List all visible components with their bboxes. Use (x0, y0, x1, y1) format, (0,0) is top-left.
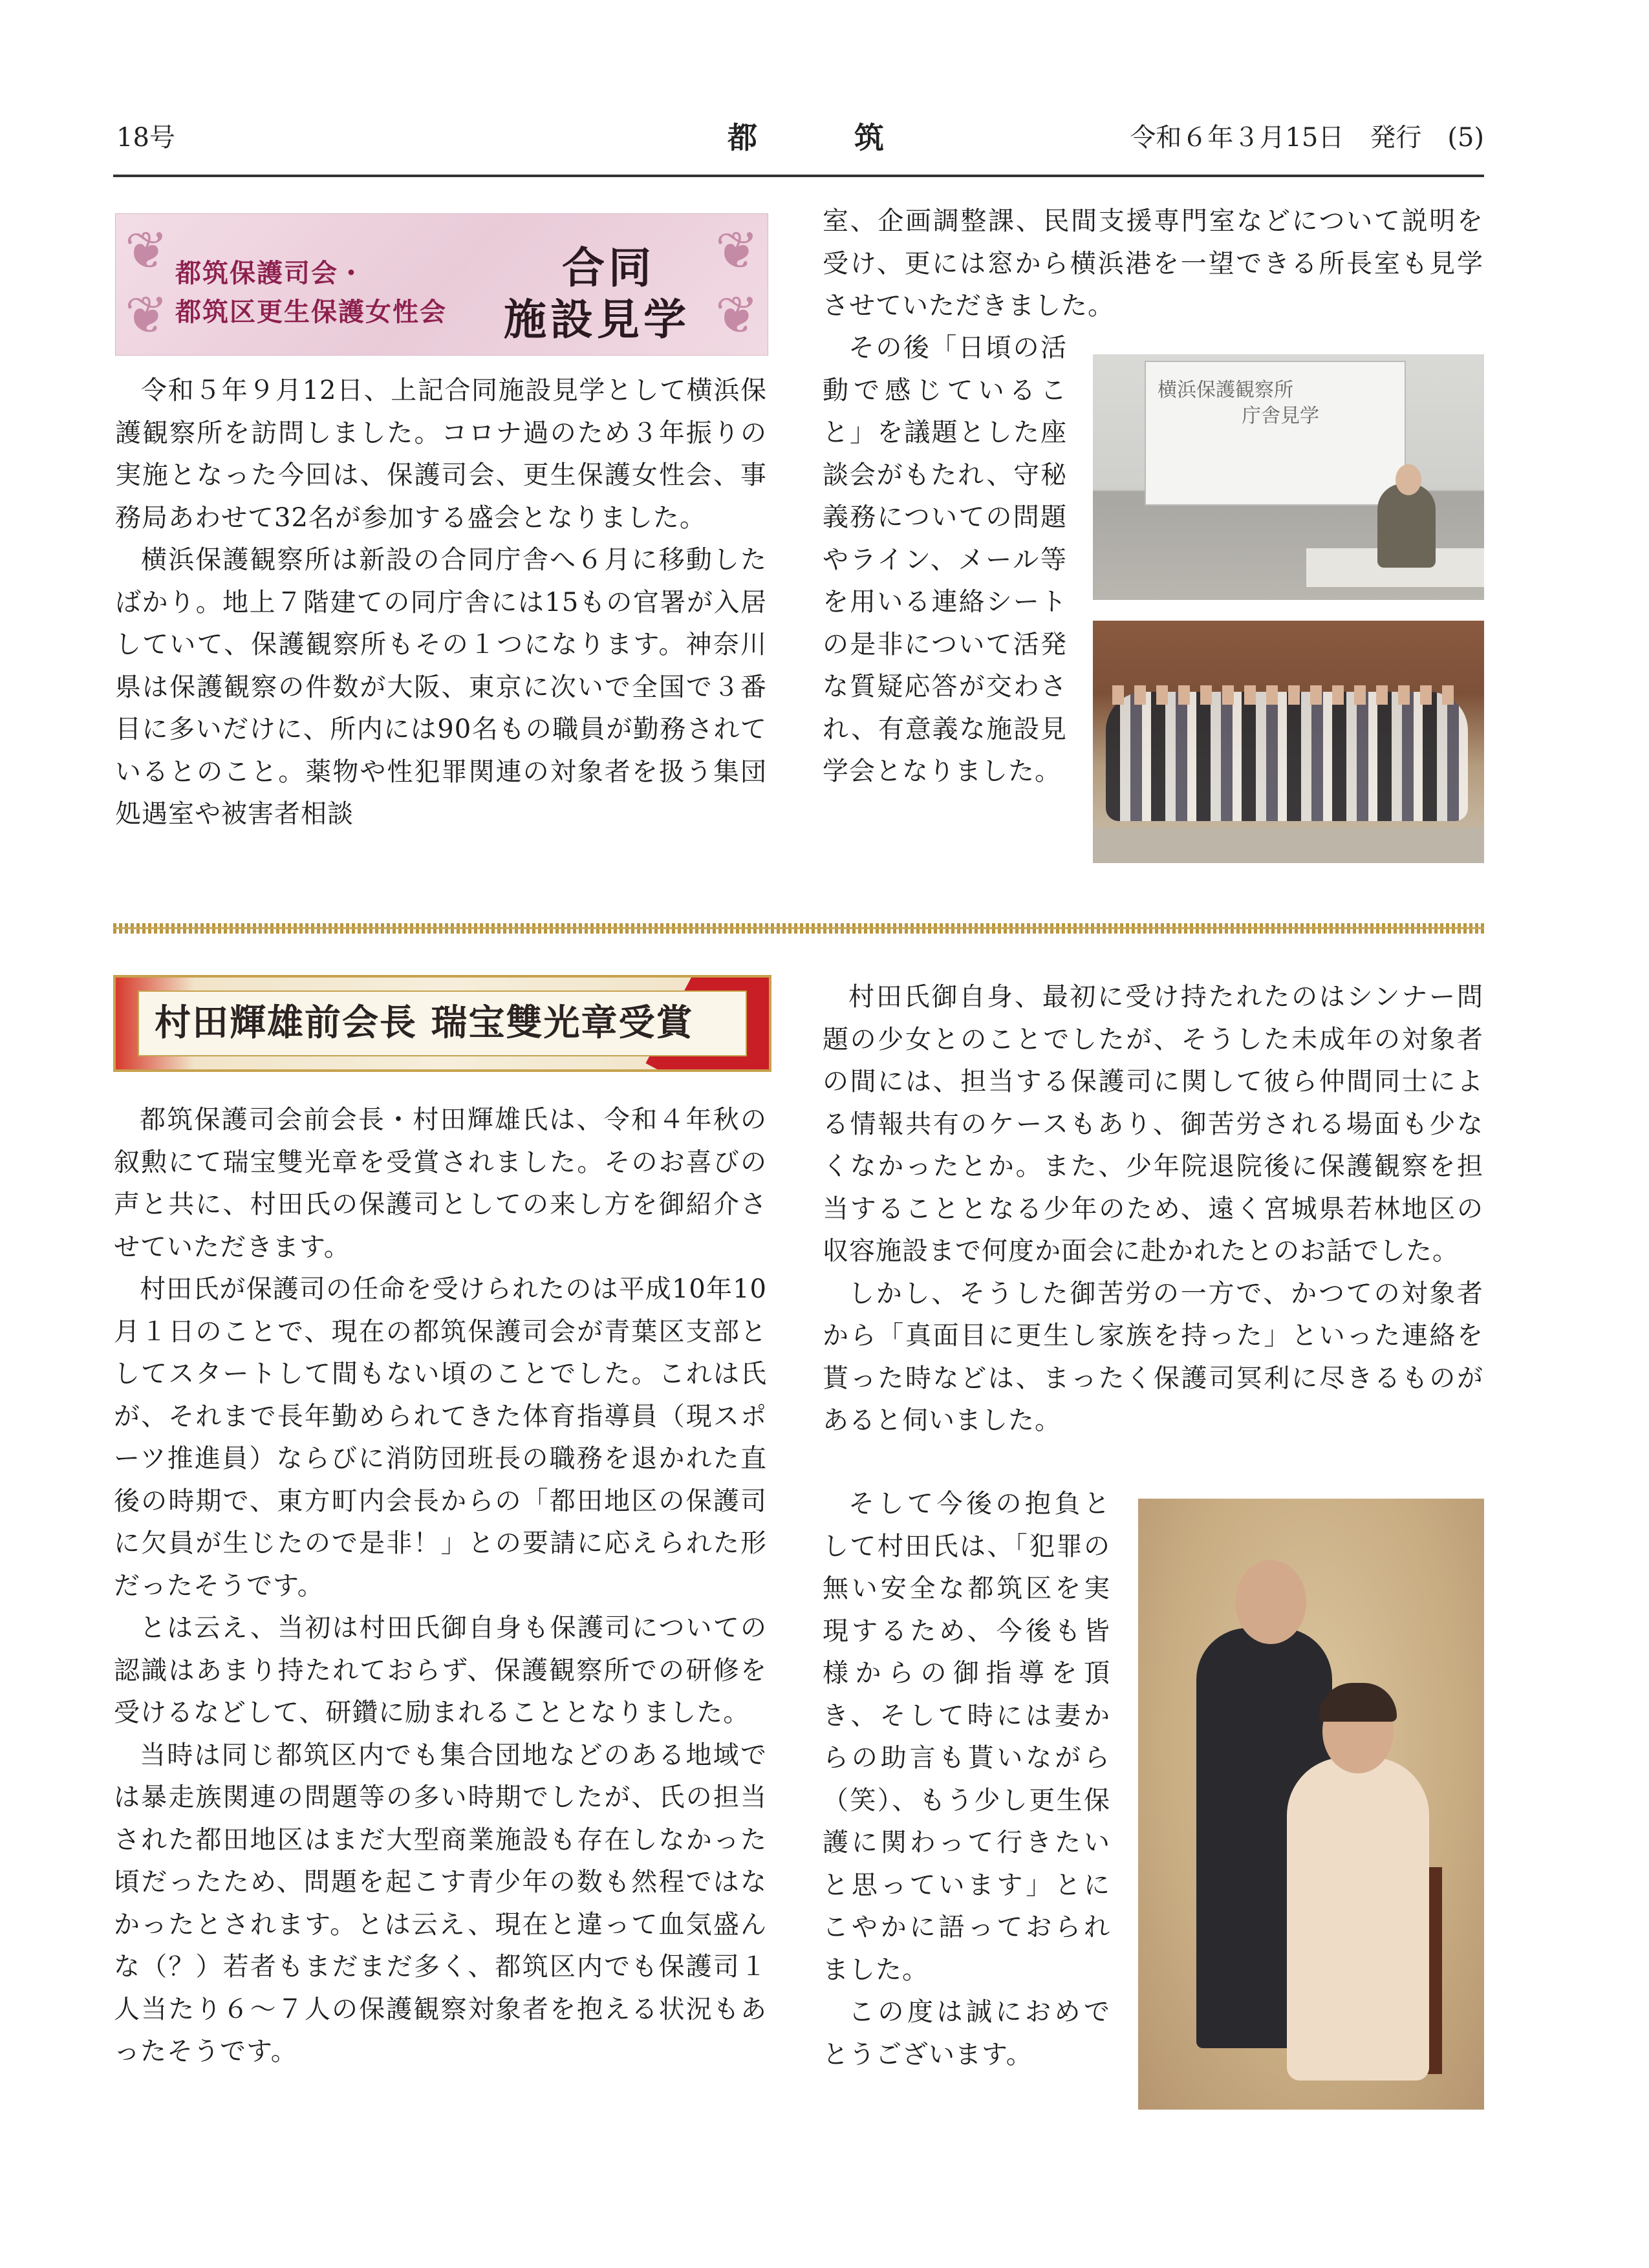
group-photo (1093, 621, 1484, 863)
speaker-figure (1377, 484, 1436, 568)
banner-subtitle-2: 都筑区更生保護女性会 (175, 297, 447, 327)
facility-tour-banner (115, 213, 768, 356)
banner-subtitle-1: 都筑保護司会・ (175, 259, 365, 288)
section-divider (113, 923, 1484, 934)
slide-title: 横浜保護観察所 (1158, 379, 1293, 401)
article2-paragraph: 都筑保護司会前会長・村田輝雄氏は、令和４年秋の叙勲にて瑞宝雙光章を受賞されました。そのお喜びの声と共に、村田氏の保護司としての来し方を御紹介させていただきます。 (114, 1105, 767, 1262)
article2-paragraph: 当時は同じ都筑区内でも集合団地などのある地域では暴走族関連の問題等の多い時期でしたが、氏の担当された都田地区はまだ大型商業施設も存在しなかった頃だったため、問題を起こす青少年の数も然程ではなかったとされます。とは云え、現在と違って血気盛んな（？）若者もまだまだ多く、都筑区内でも保護司１人当たり６～７人の保護観察対象者を抱える状況もあったそうです。 (114, 1740, 767, 2066)
article1-paragraph: 令和５年９月12日、上記合同施設見学として横浜保護観察所を訪問しました。コロナ過のため３年振りの実施となった今回は、保護司会、更生保護女性会、事務局あわせて32名が参加する盛会となりました。 (115, 376, 767, 533)
banner-title-1: 合同 (562, 243, 655, 293)
article1-paragraph: 横浜保護観察所は新設の合同庁舎へ６月に移動したばかり。地上７階建ての同庁舎には15もの官署が入居していて、保護観察所もその１つになります。神奈川県は保護観察の件数が大阪、東京に次いで全国で３番目に多いだけに、所内には90名もの職員が勤務されているとのこと。薬物や性犯罪関連の対象者を扱う集団処遇室や被害者相談 (115, 545, 767, 829)
article1-right-narrow (823, 327, 1067, 793)
article2-paragraph: この度は誠におめでとうございます。 (823, 1997, 1110, 2070)
article2-paragraph: そして今後の抱負として村田氏は、「犯罪の無い安全な都筑区を実現するため、今後も皆様からの御指導を頂き、そして時には妻からの助言も貰いながら（笑）、もう少し更生保護に関わって行きたいと思っています」とにこやかに語っておられました。 (823, 1489, 1110, 1985)
flourish-icon: ❦ (715, 285, 759, 345)
article2-right-narrow (823, 1483, 1110, 2076)
man-head (1235, 1560, 1306, 1644)
banner-title-2: 施設見学 (504, 295, 690, 345)
article1-paragraph: 室、企画調整課、民間支援専門室などについて説明を受け、更には窓から横浜港を一望できる所長室も見学させていただきました。 (823, 206, 1483, 321)
article1-paragraph: その後「日頃の活動で感じていること」を議題とした座談会がもたれ、守秘義務についての問題やライン、メール等を用いる連絡シートの是非について活発な質疑応答が交わされ、有意義な施設見学会となりました。 (823, 333, 1067, 786)
article2-paragraph: とは云え、当初は村田氏御自身も保護司についての認識はあまり持たれておらず、保護観察所での研修を受けるなどして、研鑽に励まれることとなりました。 (114, 1613, 767, 1728)
flourish-icon: ❦ (715, 220, 759, 281)
newsletter-title: 都筑 (727, 120, 981, 155)
article2-left-column (114, 1099, 767, 2073)
article2-paragraph: しかし、そうした御苦労の一方で、かつての対象者から「真面目に更生し家族を持った」といった連絡を貰った時などは、まったく保護司冥利に尽きるものがあると伺いました。 (823, 1278, 1483, 1435)
award-banner (113, 975, 771, 1072)
speaker-head (1396, 464, 1421, 495)
flourish-icon: ❦ (125, 220, 169, 281)
article2-paragraph: 村田氏が保護司の任命を受けられたのは平成10年10月１日のことで、現在の都筑保護司会が青葉区支部としてスタートして間もない頃のことでした。これは氏が、それまで長年勤められてきた体育指導員（現スポーツ推進員）ならびに消防団班長の職務を退かれた直後の時期で、東方町内会長からの「都田地区の保護司に欠員が生じたので是非！」との要請に応えられた形だったそうです。 (114, 1274, 767, 1601)
award-banner-title: 村田輝雄前会長 瑞宝雙光章受賞 (155, 1002, 694, 1044)
ground (1093, 828, 1484, 863)
article1-left-column (115, 370, 767, 836)
couple-portrait-photo (1138, 1499, 1484, 2110)
flourish-icon: ❦ (125, 285, 169, 345)
article1-right-top (823, 200, 1483, 328)
issue-date: 令和６年３月15日 発行 (5) (1130, 123, 1484, 153)
issue-number: 18号 (116, 123, 175, 153)
group-figures (1106, 692, 1468, 821)
article2-right-column (823, 976, 1483, 1442)
header-rule (113, 175, 1484, 177)
article2-paragraph: 村田氏御自身、最初に受け持たれたのはシンナー問題の少女とのことでしたが、そうした未成年の対象者の間には、担当する保護司に関して彼ら仲間同士による情報共有のケースもあり、御苦労される場面も少なくなかったとか。また、少年院退院後に保護観察を担当することとなる少年のため、遠く宮城県若林地区の収容施設まで何度か面会に赴かれたとのお話でした。 (823, 982, 1483, 1266)
presentation-photo (1093, 354, 1484, 600)
woman-figure (1287, 1757, 1429, 2081)
slide-subtitle: 庁舎見学 (1242, 405, 1319, 427)
group-faces (1112, 685, 1461, 705)
